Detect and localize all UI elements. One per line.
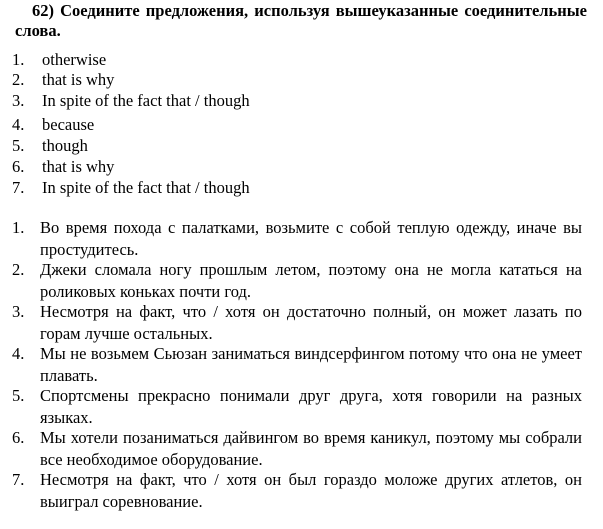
answer-item — [12, 91, 250, 111]
sentence-item — [12, 217, 582, 261]
sentence-text: Во время похода с палатками, возьмите с собой теплую одежду, иначе вы простудитесь. — [40, 218, 582, 259]
exercise-instruction: Соедините предложения, используя вышеуказанные соединительные слова. — [15, 1, 587, 40]
answer-item — [12, 70, 114, 90]
answer-number: 5. — [12, 136, 25, 155]
sentence-item — [12, 385, 582, 429]
exercise-heading — [15, 1, 587, 41]
sentence-text: Мы хотели позаниматься дайвингом во время каникул, поэтому мы собрали все необходимое оборудование. — [40, 428, 582, 469]
sentence-number: 7. — [12, 470, 25, 489]
sentence-item — [12, 301, 582, 345]
answer-item — [12, 50, 106, 70]
sentence-number: 4. — [12, 344, 25, 363]
answer-text: that is why — [42, 70, 115, 89]
sentence-text: Джеки сломала ногу прошлым летом, поэтому она не могла кататься на роликовых коньках почти год. — [40, 260, 582, 301]
answer-text: In spite of the fact that / though — [42, 178, 250, 197]
answer-item — [12, 136, 88, 156]
sentence-number: 3. — [12, 302, 25, 321]
sentence-number: 2. — [12, 260, 25, 279]
sentence-number: 6. — [12, 428, 25, 447]
answer-number: 7. — [12, 178, 25, 197]
answer-number: 1. — [12, 50, 25, 69]
sentence-item — [12, 427, 582, 471]
sentence-text: Спортсмены прекрасно понимали друг друга, хотя говорили на разных языках. — [40, 386, 582, 427]
answer-item — [12, 178, 250, 198]
answer-number: 4. — [12, 115, 25, 134]
answer-number: 6. — [12, 157, 25, 176]
answer-text: otherwise — [42, 50, 107, 69]
sentence-item — [12, 469, 582, 513]
sentence-item — [12, 343, 582, 387]
sentence-text: Несмотря на факт, что / хотя он был гораздо моложе других атлетов, он выиграл соревнование. — [40, 470, 582, 511]
sentence-number: 1. — [12, 218, 25, 237]
sentence-item — [12, 259, 582, 303]
exercise-number: 62) — [32, 1, 54, 20]
answer-number: 2. — [12, 70, 25, 89]
answer-item — [12, 157, 114, 177]
answer-item — [12, 115, 94, 135]
sentence-number: 5. — [12, 386, 25, 405]
answer-text: though — [42, 136, 88, 155]
answer-text: that is why — [42, 157, 115, 176]
answer-number: 3. — [12, 91, 25, 110]
answer-text: because — [42, 115, 95, 134]
answer-text: In spite of the fact that / though — [42, 91, 250, 110]
sentence-text: Несмотря на факт, что / хотя он достаточно полный, он может лазать по горам лучше остальных. — [40, 302, 582, 343]
sentence-text: Мы не возьмем Сьюзан заниматься виндсерфингом потому что она не умеет плавать. — [40, 344, 582, 385]
